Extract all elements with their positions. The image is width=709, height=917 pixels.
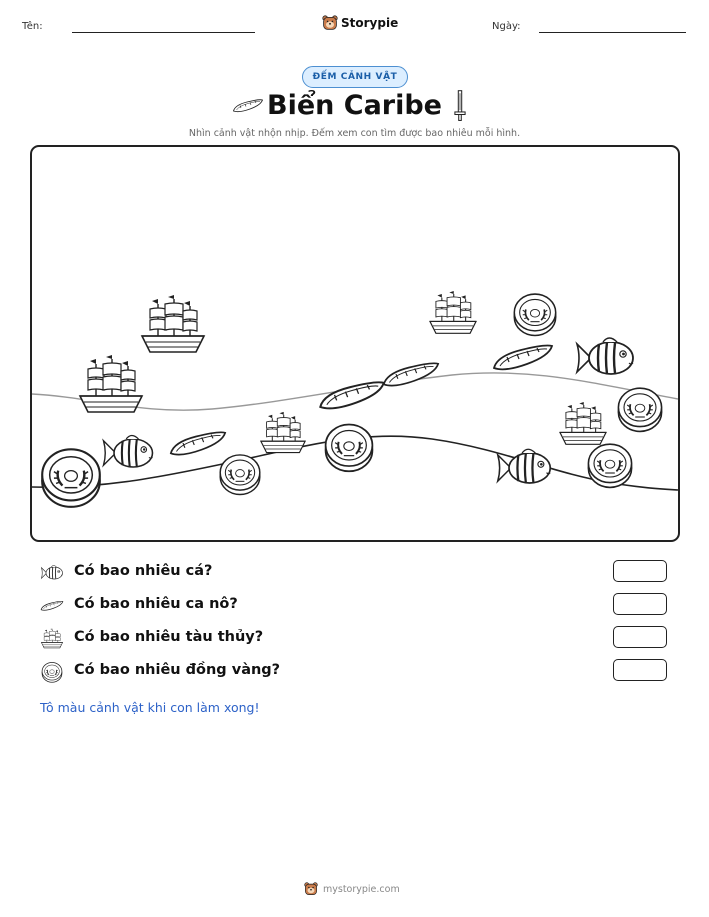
ship-icon	[261, 412, 305, 453]
canoe-icon	[384, 363, 438, 385]
bear-logo-icon	[322, 15, 338, 31]
gold-coin-icon	[618, 388, 661, 431]
gold-coin-icon	[588, 444, 631, 487]
fish-icon	[498, 449, 551, 483]
bear-logo-icon	[304, 882, 318, 896]
footer-url[interactable]: mystorypie.com	[323, 883, 400, 895]
name-line[interactable]	[72, 32, 255, 33]
fish-icon	[577, 338, 633, 374]
footer	[304, 880, 414, 898]
answer-box-ship[interactable]	[613, 626, 667, 648]
question-ship: Có bao nhiêu tàu thủy?	[74, 629, 264, 645]
activity-badge: ĐẾM CẢNH VẬT	[302, 66, 408, 88]
question-fish: Có bao nhiêu cá?	[74, 563, 213, 579]
brand-name: Storypie	[341, 16, 399, 30]
brand-logo	[322, 12, 402, 34]
question-canoe: Có bao nhiêu ca nô?	[74, 596, 238, 612]
answer-box-coin[interactable]	[613, 659, 667, 681]
scene-illustration	[32, 147, 678, 540]
fish-icon	[40, 562, 64, 584]
question-coin: Có bao nhiêu đồng vàng?	[74, 662, 281, 678]
date-label: Ngày:	[492, 21, 521, 32]
coloring-note: Tô màu cảnh vật khi con làm xong!	[40, 700, 260, 715]
question-row-fish	[40, 560, 680, 586]
question-row-canoe	[40, 593, 680, 619]
page-title: Biển Caribe	[266, 90, 442, 121]
gold-coin-icon	[220, 455, 260, 495]
instructions: Nhìn cảnh vật nhộn nhịp. Đếm xem con tìm được bao nhiêu mỗi hình.	[188, 128, 521, 139]
canoe-icon	[171, 432, 225, 454]
canoe-icon	[494, 346, 552, 370]
gold-coin-icon	[42, 449, 100, 507]
answer-box-fish[interactable]	[613, 560, 667, 582]
date-line[interactable]	[539, 32, 686, 33]
ship-icon	[142, 295, 204, 352]
gold-coin-icon	[514, 294, 555, 335]
sword-icon	[454, 89, 466, 123]
gold-coin-icon	[326, 424, 373, 471]
ship-icon	[40, 628, 64, 650]
ship-icon	[560, 402, 606, 444]
gold-coin-icon	[40, 661, 64, 683]
question-row-ship	[40, 626, 680, 652]
canoe-icon	[40, 595, 64, 617]
fish-icon	[104, 436, 153, 468]
canoe-icon	[320, 382, 383, 408]
question-row-coin	[40, 659, 680, 685]
scene-panel	[30, 145, 680, 542]
ship-icon	[430, 291, 476, 333]
answer-box-canoe[interactable]	[613, 593, 667, 615]
ship-icon	[80, 355, 142, 412]
name-label: Tên:	[22, 21, 43, 32]
